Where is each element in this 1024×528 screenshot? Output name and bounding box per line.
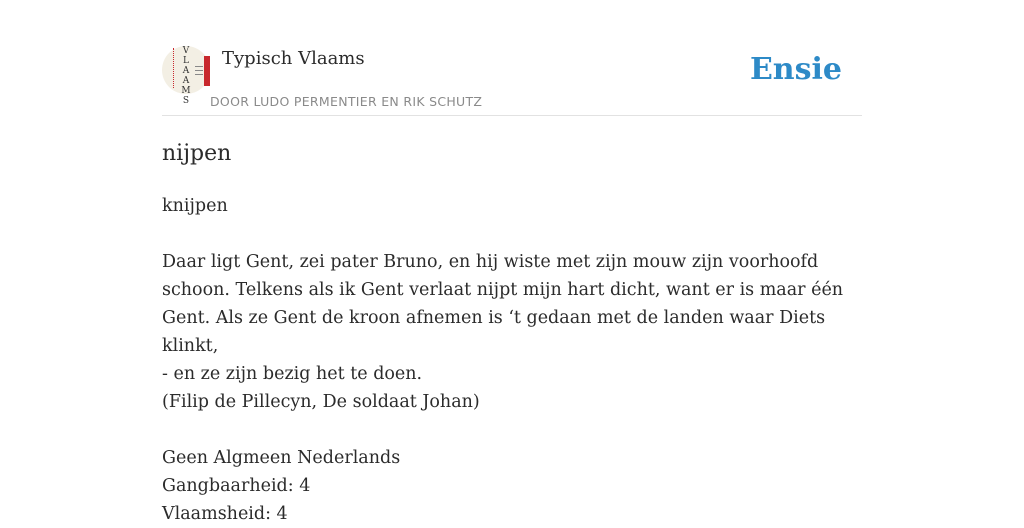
avatar[interactable] [162,46,210,106]
logo-letters: V L A A M S [181,46,191,106]
example-line: schoon. Telkens als ik Gent verlaat nijpt mijn hart dicht, want er is maar één [162,280,844,300]
logo-text-lines [195,66,203,78]
entry-content [162,192,872,528]
meta-gangbaarheid: Gangbaarheid: 4 [162,476,311,496]
spacer [162,416,872,444]
entry-definition: knijpen [162,196,228,216]
example-line: Gent. Als ze Gent de kroon afnemen is ‘t gedaan met de landen waar Diets klinkt, [162,308,826,356]
brand-logo[interactable]: Ensie [749,52,842,87]
example-source: (Filip de Pillecyn, De soldaat Johan) [162,392,480,412]
example-line: Daar ligt Gent, zei pater Bruno, en hij wiste met zijn mouw zijn voorhoofd [162,252,819,272]
byline: DOOR LUDO PERMENTIER EN RIK SCHUTZ [210,94,483,109]
entry-title: nijpen [162,141,232,166]
site-header [162,46,862,116]
logo-red-stripe [204,56,210,86]
example-line: - en ze zijn bezig het te doen. [162,364,423,384]
spacer [162,220,872,248]
meta-vlaamsheid: Vlaamsheid: 4 [162,504,288,524]
site-name[interactable]: Typisch Vlaams [222,48,365,69]
meta-standard-dutch: Geen Algmeen Nederlands [162,448,401,468]
